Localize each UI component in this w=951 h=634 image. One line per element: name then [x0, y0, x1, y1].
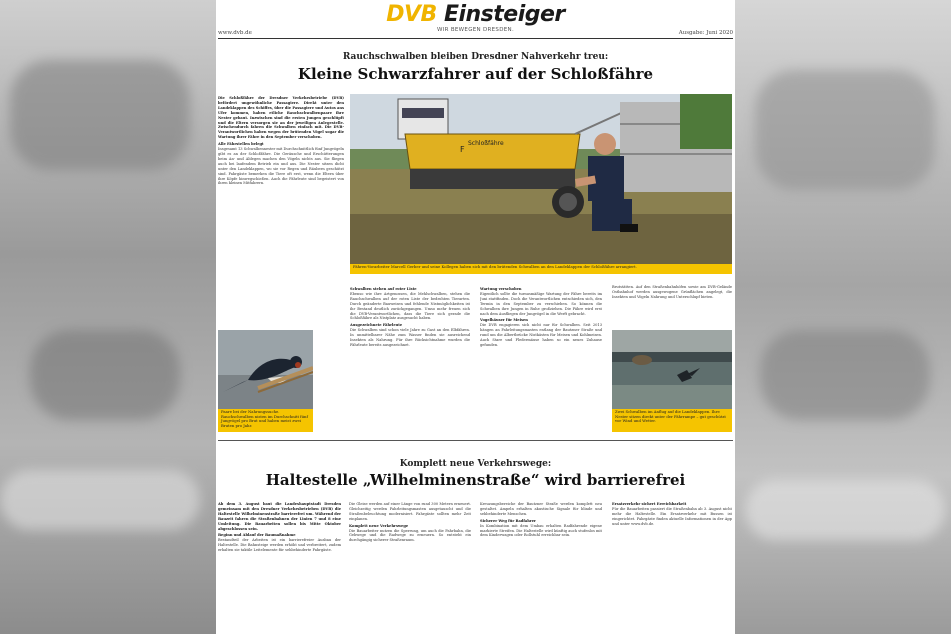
article2-col2-body-2: Die Bauarbeiter nutzen die Sperrung, um auch die Fahrbahn, die Gehwege und die Radwege zu erneuern. So entsteht ein durchgängig sicherer Straßenraum. [349, 528, 471, 543]
swallow-photo-caption: Paare bei der Nahrungssuche. Rauchschwalben nisten im Durchschnitt fünf Jungvögel pro Brut und haben meist zwei Bruten pro Jahr. [218, 409, 313, 432]
masthead [216, 0, 735, 40]
article2-intro: Ab dem 3. August baut die Landeshauptstadt Dresden gemeinsam mit den Dresdner Verkehrsbetrieben (DVB) die Haltestelle Wilhelminenstraße barrierefrei um. Während der Bauzeit fahren die Straßenbahnen der Linien 7 und 8 eine Umleitung. Die Bauarbeiten sollen bis Mitte Oktober abgeschlossen sein. [218, 502, 341, 531]
article1-col3-body-2: Die DVB engagieren sich nicht nur für Schwalben. Seit 2013 hängen an Fahrleitungsmasten entlang der Bautzner Straße und rund um die Albertbrücke Nistkästen für Meisen und Kohlmeisen. Auch Stare und Fledermäuse haben so ein neues Zuhause gefunden. [480, 323, 602, 347]
newspaper-page [216, 0, 735, 634]
logo-brand: DVB [386, 2, 437, 27]
article2-col2-body: Die Gleise werden auf einer Länge von rund 300 Metern erneuert. Gleichzeitig werden Fahrleitungsmasten ausgetauscht und die Straßenbeleuchtung modernisiert. Fahrgäste sollten mehr Zeit einplanen. [349, 502, 471, 521]
article2-column-3 [480, 502, 602, 634]
article2-kicker: Komplett neue Verkehrswege: [399, 459, 552, 469]
article1-column-4 [612, 285, 732, 327]
article1-col3-body-1: Eigentlich sollte die turnusmäßige Wartung der Fähre bereits im Juni stattfinden. Doch die Verantwortlichen entschieden sich, den Termin in den September zu verschieben. So können die Schwalben ihre Jungen in Ruhe großziehen. Die Fähre wird erst nach dem Ausfliegen der Jungvögel in die Werft gebracht. [480, 291, 602, 316]
ferry-hull-label: Schloßfähre [468, 140, 504, 147]
article1-col3-subheading-2: Vogelhäuser für Meisen [480, 318, 528, 323]
article2-col2-subheading: Komplett neue Verkehrswege [349, 523, 409, 528]
article2-column-2 [349, 502, 471, 634]
article1-kicker: Rauchschwalben bleiben Dresdner Nahverkehr treu: [342, 52, 609, 62]
slogan: WIR BEWEGEN DRESDEN. [437, 27, 514, 33]
article1-col2-subheading-1: Schwalben stehen auf roter Liste [350, 287, 417, 291]
ferry-photo-caption: Fähren-Vorarbeiter Marcell Gerber und seine Kollegen haben sich mit den brütenden Schwalben an den Landeklappen der Schloßfähre arrangiert. [350, 264, 732, 274]
article1-col2-body-1: Ebenso wie ihre Artgenossen, die Mehlschwalben, stehen die Rauchschwalben auf der roten Liste der bedrohten Tierarten. Durch geänderte Bauweisen und fehlende Nistmöglichkeiten ist ihr Bestand deutlich zurückgegangen. Umso mehr freuen sich die DVB-Verantwortlichen, dass die Tiere sich gerade die Schloßfähre als Nistplatz ausgesucht haben. [350, 291, 470, 321]
issue-date: Ausgabe: Juni 2020 [678, 30, 733, 36]
article1-col2-body-2: Die Schwalben sind schon viele Jahre zu Gast an den Elbfähren. In unmittelbarer Nähe zum Wasser finden sie ausreichend Insekten als Nahrung. Für ihre Rücksichtnahme wurden die Fährleute bereits ausgezeichnet. [350, 328, 470, 347]
article1-body-1: Insgesamt 13 Schwalbennester mit Durchschnittlich fünf Jungvögeln gibt es an der Schloßfähre. Die Geräusche und Erschütterungen beim An- und Ablegen machen den Vögeln nichts aus. Sie fliegen auch bei laufendem Betrieb ein und aus. Die Nester sitzen dicht unter den Landeklappen, wo sie vor Regen und Räubern geschützt sind. Fahrgäste bemerken die Tiere oft erst, wenn die Eltern über ihre Köpfe hinwegschießen. Auch die Fährleute sind begeistert von ihren kleinen Mitfahrern. [218, 147, 344, 186]
article2-col3-subheading: Sicherer Weg für Radfahrer [480, 518, 536, 523]
article2-col3-body: Kreuzungsbereiche der Bautzner Straße werden komplett neu gestaltet. Ampeln erhalten akustische Signale für blinde und sehbehinderte Menschen. [480, 502, 602, 516]
article1-intro: Die Schloßfähre der Dresdner Verkehrsbetriebe (DVB) befördert ungewöhnliche Passagiere. Direkt unter den Landeklappen des Schiffes, über die Passagiere und Autos ans Ufer kommen, haben etliche Rauchschwalbenpaare ihre Nester gebaut. Inzwischen sind die ersten Jungen geschlüpft und die Eltern versorgen sie an der jeweiligen Anlegestelle. Zwischendurch fahren die Schwalben einfach mit. Die DVB-Verantwortlichen haben wegen der brütenden Vögel sogar die Wartung ihrer Fähre in den September verschoben. [218, 96, 344, 140]
nest-photo-caption: Zwei Schwalben im Anflug auf die Landeklappen. Ihre Nester sitzen direkt unter der Fährrampe – gut geschützt vor Wind und Wetter. [612, 409, 732, 432]
article1-subheading-1: Alle Fährstellen belegt [218, 142, 264, 147]
article2-body-1: Bestandteil der Arbeiten ist ein barrierefreier Ausbau der Haltestelle. Die Bahnsteige werden erhöht und verbreitert, zudem erhalten sie taktile Leitelemente für sehbehinderte Fahrgäste. [218, 538, 341, 553]
ferry-photo [350, 94, 732, 264]
article2-col4-subheading: Ersatzverkehr sichert Erreichbarkeit [612, 502, 687, 506]
website-url: www.dvb.de [218, 30, 252, 36]
masthead-rule [218, 38, 733, 39]
article1-column-2 [350, 285, 470, 415]
article2-subheading-1: Beginn und Ablauf der Baumaßnahme [218, 533, 296, 538]
article2-column-1 [218, 502, 341, 634]
swallow-photo [218, 330, 313, 409]
article2-col3-body-2: In Kombination mit dem Umbau erhalten Radfahrende eigene markierte Streifen. Die Haltestelle wird künftig auch stufenlos mit dem Kinderwagen oder Rollstuhl erreichbar sein. [480, 523, 602, 538]
dvb-logo [216, 2, 735, 27]
svg-text:F: F [460, 145, 465, 154]
article1-col4-body: Brutstätten. Auf den Straßenbahnhöfen sowie am DVB-Gelände Ostbahnhof werden ausgewogene Grünflächen angelegt, die Insekten und Vögeln Nahrung und Unterschlupf bieten. [612, 285, 732, 299]
article1-col3-subheading-1: Wartung verschoben [480, 287, 522, 291]
article2-column-4 [612, 502, 732, 634]
background-left [0, 0, 216, 634]
logo-word: Einsteiger [443, 2, 565, 27]
article1-column-3 [480, 285, 602, 415]
article2-col4-body: Für die Bauarbeiten passiert die Straßenbahn ab 3. August nicht mehr die Haltestelle. Ein Ersatzverkehr mit Bussen ist eingerichtet. Fahrgäste finden aktuelle Informationen in der App und unter www.dvb.de. [612, 506, 732, 526]
article1-col2-subheading-2: Ausgezeichnete Fährleute [350, 323, 403, 328]
article1-column-1 [218, 96, 344, 322]
section-separator [218, 440, 733, 441]
article1-headline: Kleine Schwarzfahrer auf der Schloßfähre [297, 65, 654, 83]
article2-headline: Haltestelle „Wilhelminenstraße“ wird barrierefrei [265, 471, 686, 489]
nest-photo [612, 330, 732, 409]
background-right [735, 0, 951, 634]
